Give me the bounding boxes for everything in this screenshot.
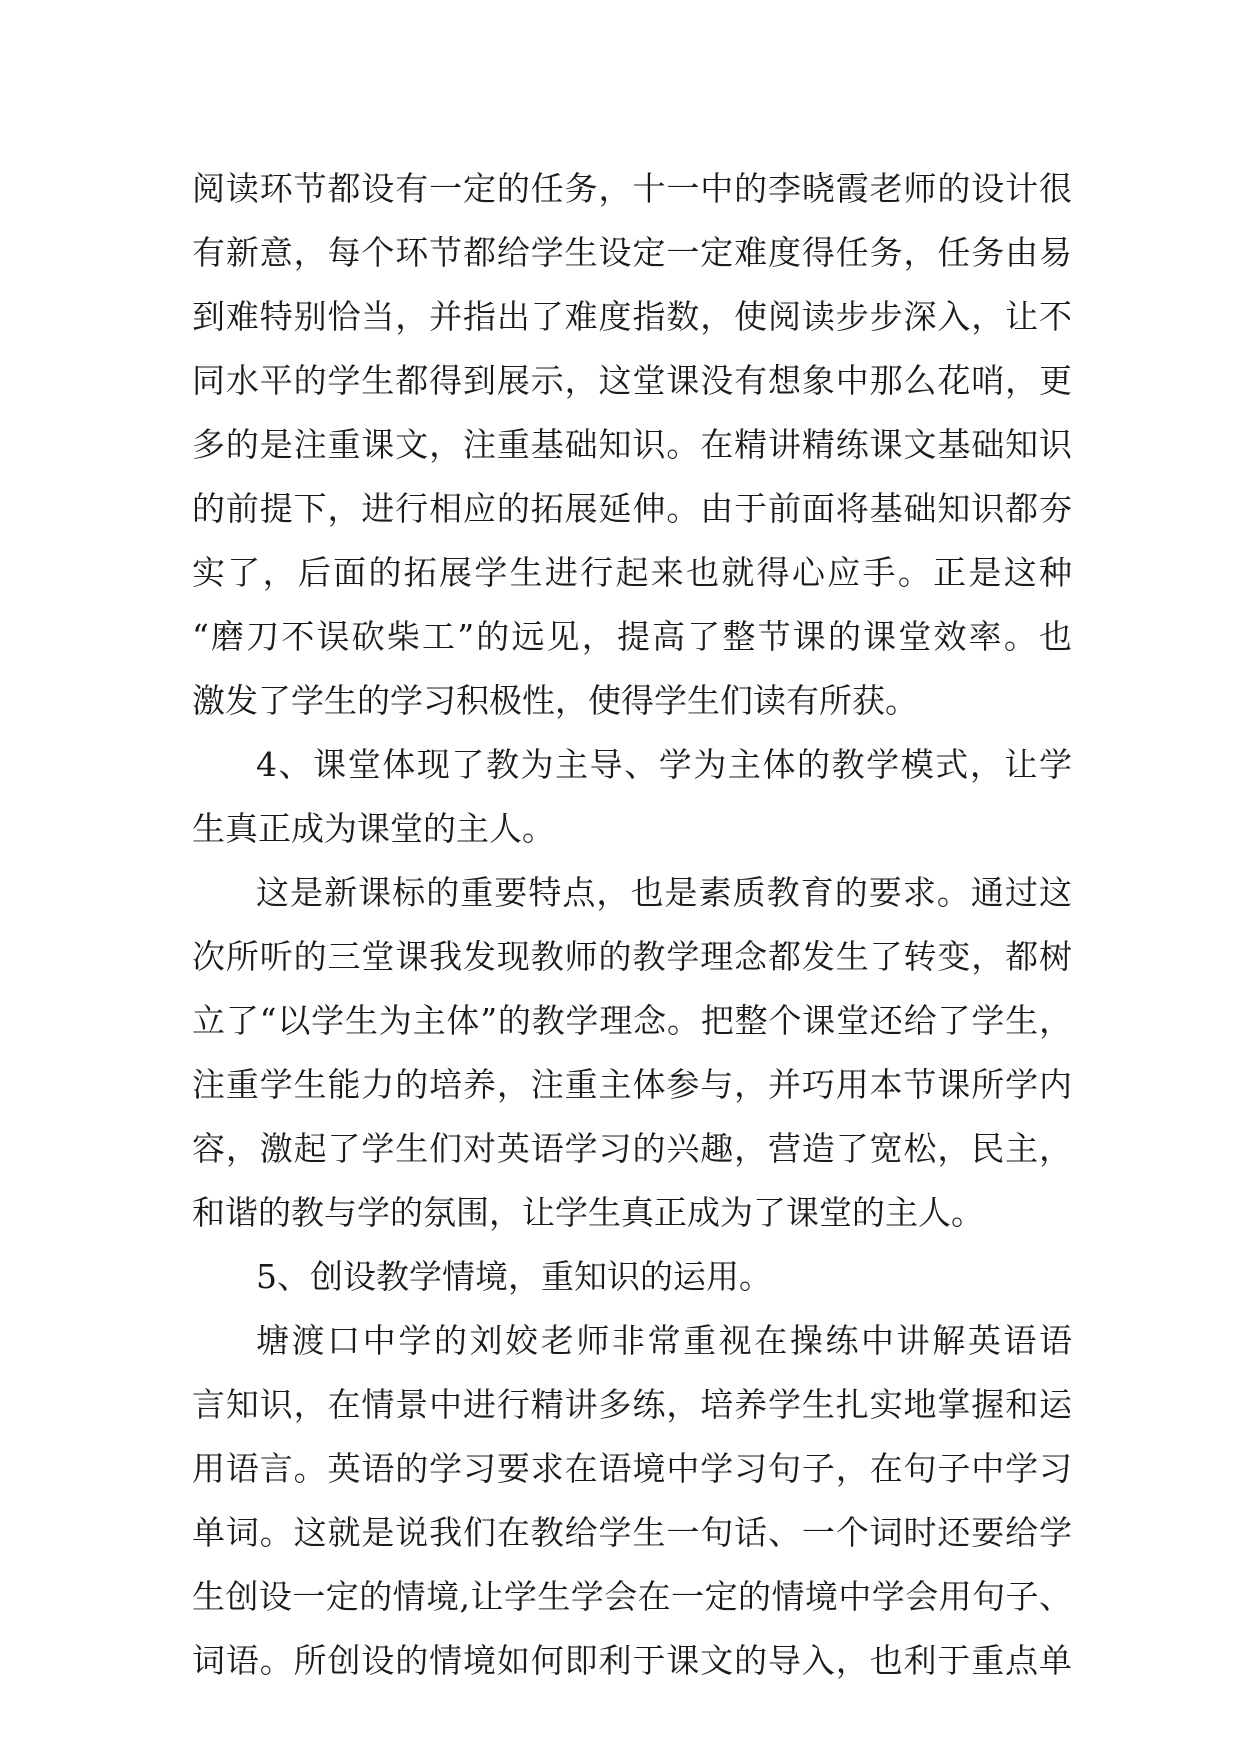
document-line: 次所听的三堂课我发现教师的教学理念都发生了转变，都树: [192, 937, 1072, 976]
document-line: 多的是注重课文，注重基础知识。在精讲精练课文基础知识: [192, 425, 1072, 464]
document-line: 5、创设教学情境，重知识的运用。: [256, 1257, 772, 1296]
document-line: 到难特别恰当，并指出了难度指数，使阅读步步深入，让不: [192, 297, 1072, 336]
document-line: 同水平的学生都得到展示，这堂课没有想象中那么花哨，更: [192, 361, 1072, 400]
document-line: 注重学生能力的培养，注重主体参与，并巧用本节课所学内: [192, 1065, 1072, 1104]
document-line: 阅读环节都设有一定的任务，十一中的李晓霞老师的设计很: [192, 169, 1072, 208]
document-line: 生创设一定的情境,让学生学会在一定的情境中学会用句子、: [192, 1577, 1072, 1616]
document-line: “磨刀不误砍柴工”的远见，提高了整节课的课堂效率。也: [192, 617, 1072, 656]
document-line: 用语言。英语的学习要求在语境中学习句子，在句子中学习: [192, 1449, 1072, 1488]
document-line: 和谐的教与学的氛围，让学生真正成为了课堂的主人。: [192, 1193, 984, 1232]
document-line: 这是新课标的重要特点，也是素质教育的要求。通过这: [256, 873, 1072, 912]
document-line: 实了，后面的拓展学生进行起来也就得心应手。正是这种: [192, 553, 1072, 592]
document-body: [192, 157, 1072, 1693]
document-line: 有新意，每个环节都给学生设定一定难度得任务，任务由易: [192, 233, 1072, 272]
document-line: 单词。这就是说我们在教给学生一句话、一个词时还要给学: [192, 1513, 1072, 1552]
document-line: 立了“以学生为主体”的教学理念。把整个课堂还给了学生，: [192, 1001, 1072, 1040]
document-line: 言知识，在情景中进行精讲多练，培养学生扎实地掌握和运: [192, 1385, 1072, 1424]
document-line: 激发了学生的学习积极性，使得学生们读有所获。: [192, 681, 918, 720]
document-line: 4、课堂体现了教为主导、学为主体的教学模式，让学: [256, 745, 1072, 784]
document-line: 生真正成为课堂的主人。: [192, 809, 555, 848]
document-line: 塘渡口中学的刘姣老师非常重视在操练中讲解英语语: [256, 1321, 1072, 1360]
document-line: 的前提下，进行相应的拓展延伸。由于前面将基础知识都夯: [192, 489, 1072, 528]
document-line: 容，激起了学生们对英语学习的兴趣，营造了宽松，民主，: [192, 1129, 1072, 1168]
document-line: 词语。所创设的情境如何即利于课文的导入，也利于重点单: [192, 1641, 1072, 1680]
